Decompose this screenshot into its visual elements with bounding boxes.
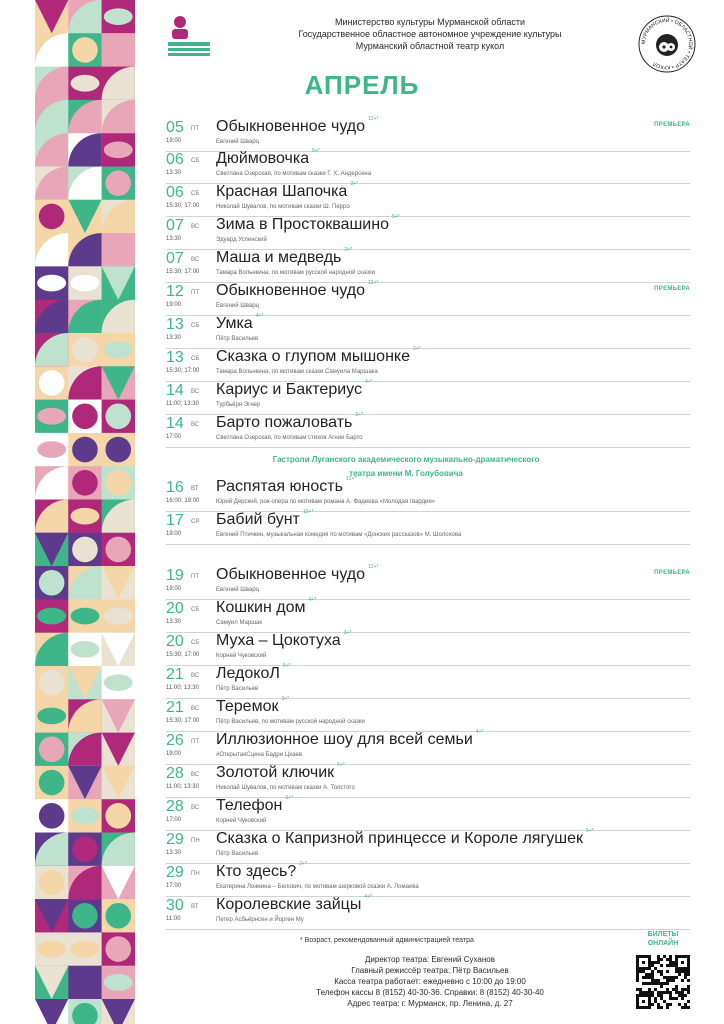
mosaic-shape: [72, 836, 98, 862]
event-date: 21: [166, 699, 184, 716]
tickets-line-1: БИЛЕТЫ: [647, 931, 679, 938]
mosaic-shape: [105, 803, 131, 829]
event-weekday: СР: [191, 519, 200, 525]
event-title: [216, 183, 358, 201]
event-author: Эдуард Успенский: [216, 237, 267, 243]
event-author: Евгений Птичкин, музыкальная комедия по мотивам «Донских рассказов» М. Шолохова: [216, 532, 462, 538]
mosaic-shape: [39, 670, 65, 696]
event-weekday: ВТ: [191, 486, 199, 492]
event-time: 11:00: [166, 916, 181, 922]
event-author: Турбьёрн Эгнер: [216, 402, 261, 408]
event-row[interactable]: [166, 150, 690, 184]
event-weekday: ПТ: [191, 739, 199, 745]
event-author: Светлана Озерская, по мотивам сказки Г. Х. Андерсена: [216, 171, 372, 177]
event-weekday: СБ: [191, 356, 200, 362]
event-weekday: ВС: [191, 772, 200, 778]
event-title: [216, 863, 307, 881]
event-time: 11:00; 13:30: [166, 401, 199, 407]
event-weekday: ВС: [191, 673, 200, 679]
event-time: 11:00; 13:30: [166, 784, 199, 790]
event-author: Пётр Васильев: [216, 336, 259, 342]
event-date: 20: [166, 600, 184, 617]
event-age-rating: 5+*: [391, 214, 400, 220]
event-author: Евгений Шварц: [216, 303, 259, 309]
event-row[interactable]: [166, 896, 690, 930]
event-age-rating: 12+*: [368, 116, 379, 122]
event-row[interactable]: [166, 216, 690, 250]
event-time: 13:30: [166, 619, 182, 625]
event-title-text: Бабий бунт: [216, 511, 300, 528]
event-age-rating: 5+*: [337, 762, 345, 768]
event-weekday: ПН: [191, 871, 200, 877]
event-title-text: Муха – Цокотуха: [216, 632, 341, 649]
event-title-text: ЛедокоЛ: [216, 665, 280, 682]
decorative-mosaic-stripe: [35, 0, 135, 1024]
event-time: 16:00; 19:00: [166, 498, 200, 504]
event-author: Пётр Васильев: [216, 851, 259, 857]
info-chief-director: Главный режиссёр театра: Пётр Васильев: [351, 966, 509, 975]
event-date: 21: [166, 666, 184, 683]
event-weekday: ВС: [191, 706, 200, 712]
event-age-rating: 2+*: [412, 346, 421, 352]
event-age-rating: 2+*: [344, 247, 353, 253]
mosaic-shape: [37, 708, 66, 725]
event-date: 13: [166, 349, 184, 366]
event-date: 16: [166, 479, 184, 496]
mosaic-shape: [70, 808, 99, 825]
mosaic-shape: [104, 608, 133, 625]
event-time: 15:30; 17:00: [166, 368, 200, 374]
qr-code-icon[interactable]: [636, 955, 690, 1009]
tour-note: [166, 453, 646, 481]
mosaic-shape: [72, 403, 98, 429]
event-time: 13:30: [166, 170, 182, 176]
header-line-3: Мурманский областной театр кукол: [355, 41, 505, 51]
mosaic-shape: [72, 470, 98, 496]
event-author: Екатерина Ложкина – Белович, по мотивам шерковой сказки А. Ломаева: [216, 884, 419, 890]
event-title-text: Умка: [216, 315, 253, 332]
ministry-logo: [166, 14, 212, 58]
event-title-text: Сказка о Капризной принцессе и Короле лягушек: [216, 830, 584, 847]
mosaic-shape: [105, 936, 131, 962]
info-box-office-hours: Касса театра работает: ежедневно с 10:00 до 19:00: [334, 977, 526, 986]
event-author: Николай Шувалов, по мотивам сказки А. Толстого: [216, 785, 355, 791]
event-weekday: ПТ: [191, 574, 199, 580]
mosaic-shape: [37, 941, 66, 958]
event-title-text: Кто здесь?: [216, 863, 297, 880]
mosaic-shape: [70, 641, 99, 658]
mosaic-shape: [105, 537, 131, 563]
event-age-rating: 5+*: [282, 663, 291, 669]
event-row[interactable]: [166, 282, 690, 316]
event-title-text: Королевские зайцы: [216, 896, 362, 913]
event-time: 19:00: [166, 138, 182, 144]
event-time: 13:30: [166, 850, 182, 856]
event-weekday: СБ: [191, 323, 200, 329]
mosaic-shape: [70, 608, 99, 625]
event-row[interactable]: [166, 381, 690, 415]
event-weekday: ПН: [191, 838, 200, 844]
event-age-rating: 4+*: [364, 894, 372, 900]
event-time: 15:30; 17:00: [166, 718, 200, 724]
mosaic-shape: [70, 508, 99, 525]
event-time: 17:00: [166, 817, 182, 823]
event-title: [216, 118, 378, 136]
event-date: 14: [166, 382, 184, 399]
mosaic-shape: [37, 275, 66, 292]
event-title-text: Маша и медведь: [216, 249, 342, 266]
event-weekday: ВС: [191, 257, 200, 263]
event-row[interactable]: [166, 797, 690, 831]
info-phones: Телефон кассы 8 (8152) 40-30-36. Справки: 8 (8152) 40-30-40: [316, 988, 544, 997]
age-footnote: * Возраст, рекомендованный администрацией театра: [300, 937, 474, 944]
event-date: 07: [166, 217, 184, 234]
event-title: [216, 282, 378, 300]
mosaic-shape: [39, 870, 65, 896]
event-title: [216, 830, 594, 848]
event-row[interactable]: [166, 414, 690, 448]
mosaic-shape: [105, 470, 131, 496]
event-time: 15:30; 17:00: [166, 203, 200, 209]
premiere-badge: ПРЕМЬЕРА: [654, 286, 690, 292]
event-weekday: СБ: [191, 640, 200, 646]
event-title-text: Кариус и Бактериус: [216, 381, 362, 398]
mosaic-shape: [39, 570, 65, 596]
event-row[interactable]: [166, 599, 690, 633]
event-row[interactable]: [166, 118, 690, 152]
event-author: #ОткрытаяСцена Бадри Цхаев: [216, 752, 303, 758]
event-title: [216, 249, 352, 267]
mosaic-shape: [104, 341, 133, 358]
event-title-text: Телефон: [216, 797, 283, 814]
event-time: 17:00: [166, 883, 182, 889]
event-time: 11:00; 13:30: [166, 685, 199, 691]
event-author: Николай Шувалов, по мотивам сказки Ш. Перро: [216, 204, 350, 210]
premiere-badge: ПРЕМЬЕРА: [654, 570, 690, 576]
mosaic-shape: [70, 275, 99, 292]
event-author: Пётр Васильев, по мотивам русской народной сказки: [216, 719, 365, 725]
event-title-text: Обыкновенное чудо: [216, 282, 366, 299]
event-title: [216, 797, 293, 815]
event-title-text: Барто пожаловать: [216, 414, 353, 431]
event-title: [216, 665, 291, 683]
event-title: [216, 216, 400, 234]
event-author: Пётр Васильев: [216, 686, 259, 692]
info-director: Директор театра: Евгений Суханов: [365, 955, 495, 964]
event-title-text: Теремок: [216, 698, 279, 715]
event-title: [216, 511, 313, 529]
event-weekday: ПТ: [191, 290, 199, 296]
event-author: Корней Чуковский: [216, 818, 267, 824]
event-age-rating: 3+*: [355, 412, 364, 418]
event-author: Юрий Дерский, рок-опера по мотивам романа А. Фадеева «Молодая гвардия»: [216, 499, 436, 505]
event-author: Евгений Шварц: [216, 587, 259, 593]
event-title-text: Золотой ключик: [216, 764, 335, 781]
event-weekday: ВС: [191, 805, 200, 811]
theatre-logo-ring-text: МУРМАНСКИЙ • ОБЛАСТНОЙ • ТЕАТР • КУКОЛ: [640, 17, 694, 71]
event-title: [216, 348, 421, 366]
event-title-text: Обыкновенное чудо: [216, 118, 366, 135]
event-row[interactable]: [166, 731, 690, 765]
mosaic-shape: [105, 903, 131, 929]
event-age-rating: 5+*: [312, 148, 320, 154]
mosaic-shape: [105, 437, 131, 463]
event-age-rating: 3+*: [285, 795, 294, 801]
mosaic-shape: [39, 204, 65, 230]
event-time: 13:30: [166, 236, 182, 242]
event-title: [216, 731, 483, 749]
event-author: Петер Асбьёрнсен и Йорген Му: [216, 917, 304, 923]
event-date: 07: [166, 250, 184, 267]
event-row[interactable]: [166, 249, 690, 283]
event-title: [216, 632, 351, 650]
event-row[interactable]: [166, 183, 690, 217]
event-age-rating: 4+*: [475, 729, 484, 735]
mosaic-shape: [104, 674, 133, 691]
event-date: 28: [166, 765, 184, 782]
tour-note-line-2: театра имени М. Голубовича: [349, 469, 463, 478]
event-weekday: ВС: [191, 422, 200, 428]
theatre-info: [240, 954, 620, 1009]
info-address: Адрес театра: г. Мурманск, пр. Ленина, д. 27: [347, 999, 513, 1008]
event-date: 28: [166, 798, 184, 815]
event-row[interactable]: [166, 830, 690, 864]
event-weekday: СБ: [191, 607, 200, 613]
event-title: [216, 599, 316, 617]
event-date: 30: [166, 897, 184, 914]
mosaic-shape: [72, 37, 98, 63]
event-author: Тамара Вольнкина, по мотивам сказки Самуила Маршака: [216, 369, 378, 375]
event-date: 29: [166, 864, 184, 881]
event-row[interactable]: [166, 348, 690, 382]
event-age-rating: 12+*: [302, 509, 314, 515]
mosaic-shape: [72, 903, 98, 929]
event-time: 13:30: [166, 335, 182, 341]
mosaic-shape: [105, 170, 131, 196]
event-weekday: СБ: [191, 158, 200, 164]
header-line-1: Министерство культуры Мурманской области: [335, 17, 525, 27]
tour-note-line-1: Гастроли Луганского академического музыкально-драматического: [272, 455, 540, 464]
event-row[interactable]: [166, 698, 690, 732]
event-weekday: СБ: [191, 191, 200, 197]
mosaic-shape: [39, 370, 65, 396]
event-title: [216, 896, 372, 914]
event-author: Самуил Маршак: [216, 620, 262, 626]
event-title: [216, 315, 263, 333]
event-title: [216, 566, 378, 584]
event-title-text: Обыкновенное чудо: [216, 566, 366, 583]
event-title-text: Иллюзионное шоу для всей семьи: [216, 731, 473, 748]
mosaic-shape: [104, 8, 133, 25]
event-time: 19:00: [166, 586, 182, 592]
event-age-rating: 3+*: [350, 181, 358, 187]
month-title: АПРЕЛЬ: [304, 70, 420, 100]
event-age-rating: 4+*: [308, 597, 317, 603]
event-weekday: ВС: [191, 224, 200, 230]
event-time: 15:30; 17:00: [166, 652, 200, 658]
event-author: Тамара Вольнкина, по мотивам русской народной сказки: [216, 270, 375, 276]
event-time: 19:00: [166, 751, 182, 757]
event-age-rating: 5+*: [586, 828, 594, 834]
mosaic-shape: [72, 537, 98, 563]
event-time: 17:00: [166, 434, 182, 440]
event-time: 19:00: [166, 302, 182, 308]
event-author: Корней Чуковский: [216, 653, 267, 659]
event-weekday: ВТ: [191, 904, 199, 910]
event-title-text: Кошкин дом: [216, 599, 306, 616]
mosaic-shape: [104, 974, 133, 991]
event-title-text: Сказка о глупом мышонке: [216, 348, 410, 365]
event-age-rating: 2+*: [299, 861, 307, 867]
premiere-badge: ПРЕМЬЕРА: [654, 122, 690, 128]
mosaic-shape: [105, 403, 131, 429]
event-row[interactable]: [166, 566, 690, 600]
mosaic-shape: [37, 441, 66, 458]
event-row[interactable]: [166, 764, 690, 798]
event-author: Евгений Шварц: [216, 139, 259, 145]
event-date: 17: [166, 512, 184, 529]
mosaic-shape: [72, 337, 98, 363]
event-title: [216, 381, 373, 399]
event-time: 15:30; 17:00: [166, 269, 200, 275]
event-age-rating: 4+*: [364, 379, 373, 385]
tickets-line-2: ОНЛАЙН: [647, 940, 679, 947]
event-age-rating: 12+*: [345, 476, 357, 482]
event-title-text: Зима в Простоквашино: [216, 216, 389, 233]
mosaic-shape: [37, 608, 66, 625]
mosaic-shape: [39, 736, 65, 762]
header-line-2: Государственное областное автономное учреждение культуры: [298, 29, 562, 39]
mosaic-shape: [39, 770, 65, 796]
event-date: 06: [166, 184, 184, 201]
event-date: 26: [166, 732, 184, 749]
event-row[interactable]: [166, 511, 690, 545]
event-date: 13: [166, 316, 184, 333]
event-date: 29: [166, 831, 184, 848]
event-row[interactable]: [166, 478, 690, 512]
mosaic-shape: [39, 803, 65, 829]
event-age-rating: 4+*: [255, 313, 264, 319]
event-row[interactable]: [166, 632, 690, 666]
event-row[interactable]: [166, 315, 690, 349]
event-date: 12: [166, 283, 184, 300]
mosaic-shape: [37, 408, 66, 425]
event-age-rating: 12+*: [368, 564, 379, 570]
event-title: [216, 414, 363, 432]
event-date: 19: [166, 567, 184, 584]
event-date: 05: [166, 119, 184, 136]
event-title-text: Распятая юность: [216, 478, 343, 495]
mosaic-shape: [104, 142, 133, 159]
event-row[interactable]: [166, 665, 690, 699]
event-row[interactable]: [166, 863, 690, 897]
event-age-rating: 3+*: [281, 696, 290, 702]
event-date: 06: [166, 151, 184, 168]
theatre-logo: [637, 14, 697, 74]
event-title: [216, 764, 345, 782]
mosaic-shape: [70, 941, 99, 958]
event-title-text: Красная Шапочка: [216, 183, 348, 200]
event-author: Светлана Озерская, по мотивам стихов Агнии Барто: [216, 435, 363, 441]
event-title: [216, 698, 289, 716]
event-weekday: ПТ: [191, 126, 199, 132]
event-time: 19:00: [166, 531, 182, 537]
event-title-text: Дюймовочка: [216, 150, 310, 167]
organization-header: [240, 16, 620, 52]
mosaic-shape: [72, 437, 98, 463]
tickets-online-label: [636, 930, 690, 948]
event-age-rating: 12+*: [368, 280, 379, 286]
event-age-rating: 3+*: [343, 630, 352, 636]
event-date: 14: [166, 415, 184, 432]
event-date: 20: [166, 633, 184, 650]
event-weekday: ВС: [191, 389, 200, 395]
event-title: [216, 150, 320, 168]
